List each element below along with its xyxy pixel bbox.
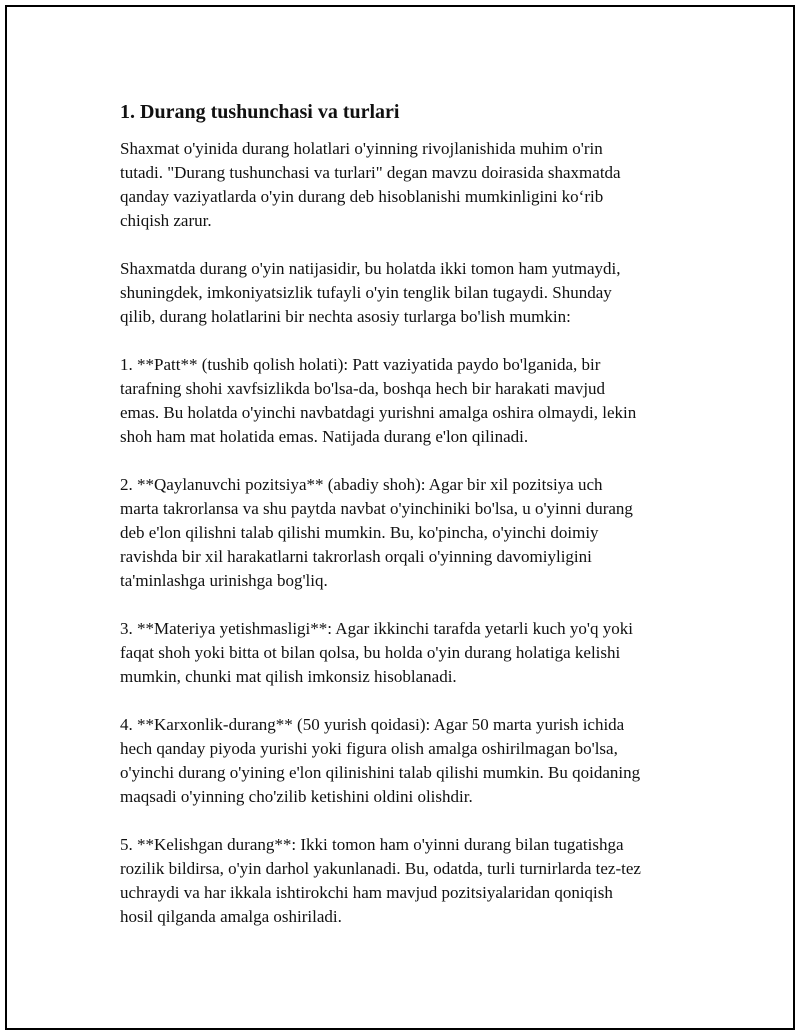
- list-item-patt: 1. **Patt** (tushib qolish holati): Patt vaziyatida paydo bo'lganida, bir tarafning shohi xavfsizlikda bo'lsa-da, boshqa hech bir harakati mavjud emas. Bu holatda o'yinchi navbatdagi yurishni amalga oshira olmaydi, lekin shoh ham mat holatida emas. Natijada durang e'lon qilinadi.: [120, 355, 637, 446]
- list-item-fifty-move-rule: 4. **Karxonlik-durang** (50 yurish qoidasi): Agar 50 marta yurish ichida hech qanday piyoda yurishi yoki figura olish amalga oshirilmagan bo'lsa, o'yinchi durang o'yining e'lon qilinishini talab qilishi mumkin. Bu qoidaning maqsadi o'yinning cho'zilib ketishini oldini olishdir.: [120, 715, 641, 806]
- document-body: [120, 99, 700, 929]
- paragraph-definition: Shaxmatda durang o'yin natijasidir, bu holatda ikki tomon ham yutmaydi, shuningdek, imkoniyatsizlik tufayli o'yin tenglik bilan tugaydi. Shunday qilib, durang holatlarini bir nechta asosiy turlarga bo'lish mumkin:: [120, 259, 621, 326]
- list-item-repetition: 2. **Qaylanuvchi pozitsiya** (abadiy shoh): Agar bir xil pozitsiya uch marta takrorlansa va shu paytda navbat o'yinchiniki bo'lsa, u o'yinni durang deb e'lon qilishni talab qilishi mumkin. Bu, ko'pincha, o'yinchi doimiy ravishda bir xil harakatlarni takrorlash orqali o'yinning davomiyligini ta'minlashga urinishga bog'liq.: [120, 475, 633, 590]
- page-frame: [5, 5, 795, 1030]
- list-item-agreed-draw: 5. **Kelishgan durang**: Ikki tomon ham o'yinni durang bilan tugatishga rozilik bildirsa, o'yin darhol yakunlanadi. Bu, odatda, turli turnirlarda tez-tez uchraydi va har ikkala ishtirokchi ham mavjud pozitsiyalaridan qoniqish hosil qilganda amalga oshiriladi.: [120, 835, 641, 926]
- paragraph-intro: Shaxmat o'yinida durang holatlari o'yinning rivojlanishida muhim o'rin tutadi. "Durang tushunchasi va turlari" degan mavzu doirasida shaxmatda qanday vaziyatlarda o'yin durang deb hisoblanishi mumkinligini ko‘rib chiqish zarur.: [120, 139, 621, 230]
- list-item-insufficient-material: 3. **Materiya yetishmasligi**: Agar ikkinchi tarafda yetarli kuch yo'q yoki faqat shoh yoki bitta ot bilan qolsa, bu holda o'yin durang holatiga kelishi mumkin, chunki mat qilish imkonsiz hisoblanadi.: [120, 619, 633, 686]
- page-title: 1. Durang tushunchasi va turlari: [120, 101, 400, 123]
